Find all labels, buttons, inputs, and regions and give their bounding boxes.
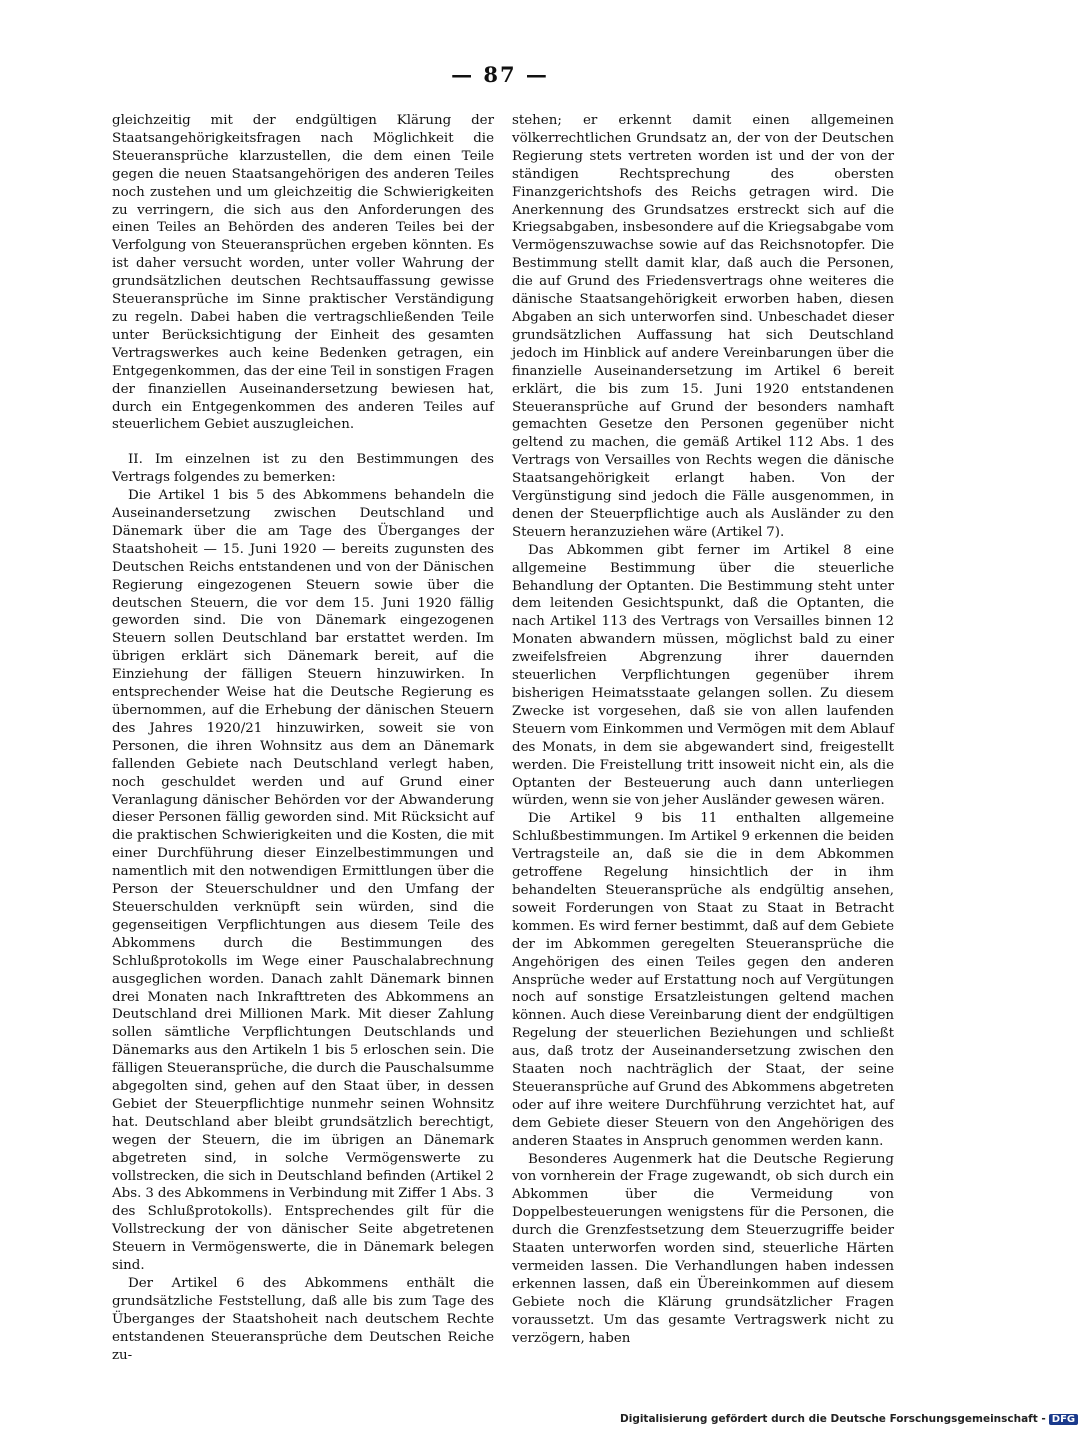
left-paragraph-section-heading: II. Im einzelnen ist zu den Bestimmungen des Vertrags folgendes zu bemerken:	[112, 452, 494, 486]
right-paragraph-article-8: Das Abkommen gibt ferner im Artikel 8 eine allgemeine Bestimmung über die steuerliche Behandlung der Optanten. Die Bestimmung steht unter dem leitenden Gesichtspunkt, daß die Optanten, die nach Artikel 113 des Vertrags von Versailles binnen 12 Monaten abwandern müssen, möglichst bald zu einer zweifelsfreien Abgrenzung ihrer dauernden steuerlichen Verpflichtungen gegenüber ihrem bisherigen Heimatsstaate gelangen sollen. Zu diesem Zwecke ist vorgesehen, daß sie von allen laufenden Steuern vom Einkommen und Vermögen mit dem Ablauf des Monats, in dem sie abgewandert sind, freigestellt werden. Die Freistellung tritt insoweit nicht ein, als die Optanten der Besteuerung auch dann unterliegen würden, wenn sie von jeher Ausländer gewesen wären.	[512, 542, 894, 809]
page-number: — 87 —	[451, 62, 549, 87]
footer-text: Digitalisierung gefördert durch die Deutsche Forschungsgemeinschaft -	[620, 1413, 1046, 1425]
dfg-logo: DFG	[1049, 1414, 1078, 1425]
left-column	[112, 112, 494, 1365]
left-paragraph-1: gleichzeitig mit der endgültigen Klärung der Staatsangehörigkeitsfragen nach Möglichkeit die Steueransprüche klarzustellen, die dem einen Teile gegen die neuen Staatsangehörigen des anderen Teiles noch zustehen und um gleichzeitig die Schwierigkeiten zu verringern, die sich aus den Anforderungen des einen Teiles an Behörden des anderen Teiles bei der Verfolgung von Steueransprüchen ergeben könnten. Es ist daher versucht worden, unter voller Wahrung der grundsätzlichen deutschen Rechtsauffassung gewisse Steueransprüche im Sinne praktischer Verständigung zu regeln. Dabei haben die vertragschließenden Teile unter Berücksichtigung der Einheit des gesamten Vertragswerkes auch keine Bedenken getragen, ein Entgegenkommen, das der eine Teil in sonstigen Fragen der finanziellen Auseinandersetzung bewiesen hat, durch ein Entgegenkommen des anderen Teiles auf steuerlichem Gebiet auszugleichen.	[112, 113, 494, 433]
digitization-footer	[620, 1413, 1078, 1429]
left-paragraph-articles-1-5: Die Artikel 1 bis 5 des Abkommens behandeln die Auseinandersetzung zwischen Deutschland und Dänemark über die am Tage des Überganges der Staatshoheit — 15. Juni 1920 — bereits zugunsten des Deutschen Reichs entstandenen und von der Dänischen Regierung eingezogenen Steuern sowie über die deutschen Steuern, die vor dem 15. Juni 1920 fällig geworden sind. Die von Dänemark eingezogenen Steuern sollen Deutschland bar erstattet werden. Im übrigen erklärt sich Dänemark bereit, auf die Einziehung der fälligen Steuern hinzuwirken. In entsprechender Weise hat die Deutsche Regierung es übernommen, auf die Erhebung der dänischen Steuern des Jahres 1920/21 hinzuwirken, soweit sie von Personen, die ihren Wohnsitz aus dem an Dänemark fallenden Gebiete nach Deutschland verlegt haben, noch geschuldet werden und auf Grund einer Veranlagung dänischer Behörden vor der Abwanderung dieser Personen fällig geworden sind. Mit Rücksicht auf die praktischen Schwierigkeiten und die Kosten, die mit einer Durchführung dieser Einzelbestimmungen und namentlich mit den notwendigen Ermittlungen über die Person der Steuerschuldner und den Umfang der Steuerschulden verknüpft sein würden, sind die gegenseitigen Verpflichtungen aus diesem Teile des Abkommens durch die Bestimmungen des Schlußprotokolls im Wege einer Pauschalabrechnung ausgeglichen worden. Danach zahlt Dänemark binnen drei Monaten nach Inkrafttreten des Abkommens an Deutschland drei Millionen Mark. Mit dieser Zahlung sollen sämtliche Verpflichtungen Deutschlands und Dänemarks aus den Artikeln 1 bis 5 erloschen sein. Die fälligen Steueransprüche, die durch die Pauschalsumme abgegolten sind, gehen auf den Staat über, in dessen Gebiet der Steuerpflichtige nunmehr seinen Wohnsitz hat. Deutschland aber bleibt grundsätzlich berechtigt, wegen der Steuern, die im übrigen an Dänemark abgetreten sind, in solche Vermögenswerte zu vollstrecken, die sich in Deutschland befinden (Artikel 2 Abs. 3 des Abkommens in Verbindung mit Ziffer 1 Abs. 3 des Schlußprotokolls). Entsprechendes gilt für die Vollstreckung der von dänischer Seite abgetretenen Steuern in Vermögenswerte, die in Dänemark belegen sind.	[112, 488, 494, 1274]
right-paragraph-continuation: stehen; er erkennt damit einen allgemeinen völkerrechtlichen Grundsatz an, der von der Deutschen Regierung stets vertreten worden ist und der von der ständigen Rechtsprechung des obersten Finanzgerichtshofs des Reichs getragen wird. Die Anerkennung des Grundsatzes erstreckt sich auf die Kriegsabgaben, insbesondere auf die Kriegsabgabe vom Vermögenszuwachse sowie auf das Reichsnotopfer. Die Bestimmung stellt damit klar, daß auch die Personen, die auf Grund des Friedensvertrags ohne weiteres die dänische Staatsangehörigkeit erworben haben, diesen Abgaben an sich unterworfen sind. Unbeschadet dieser grundsätzlichen Auffassung hat sich Deutschland jedoch im Hinblick auf andere Vereinbarungen über die finanzielle Auseinandersetzung im Artikel 6 bereit erklärt, die bis zum 15. Juni 1920 entstandenen Steueransprüche auf Grund der besonders namhaft gemachten Gesetze den Personen gegenüber nicht geltend zu machen, die gemäß Artikel 112 Abs. 1 des Vertrags von Versailles von Rechts wegen die dänische Staatsangehörigkeit erlangt haben. Von der Vergünstigung sind jedoch die Fälle ausgenommen, in denen der Steuerpflichtige auch als Ausländer zu den Steuern heranzuziehen wäre (Artikel 7).	[512, 113, 894, 540]
left-paragraph-article-6: Der Artikel 6 des Abkommens enthält die grundsätzliche Feststellung, daß alle bis zum Tage des Überganges der Staatshoheit nach deutschem Rechte entstandenen Steueransprüche dem Deutschen Reiche zu-	[112, 1276, 494, 1363]
right-paragraph-articles-9-11: Die Artikel 9 bis 11 enthalten allgemeine Schlußbestimmungen. Im Artikel 9 erkennen die beiden Vertragsteile an, daß sie die in dem Abkommen getroffene Regelung hinsichtlich der in ihm behandelten Steueransprüche als endgültig ansehen, soweit Forderungen von Staat zu Staat in Betracht kommen. Es wird ferner bestimmt, daß auf dem Gebiete der im Abkommen geregelten Steueransprüche die Angehörigen des einen Teiles gegen den anderen Ansprüche weder auf Erstattung noch auf Vergütungen noch auf sonstige Ersatzleistungen geltend machen können. Auch diese Vereinbarung dient der endgültigen Regelung der steuerlichen Beziehungen und schließt aus, daß trotz der Auseinandersetzung zwischen den Staaten noch nachträglich der Staat, der seine Steueransprüche auf Grund des Abkommens abgetreten oder auf ihre weitere Durchführung verzichtet hat, auf dem Gebiete dieser Steuern von den Angehörigen des anderen Staates in Anspruch genommen werden kann.	[512, 811, 894, 1149]
right-paragraph-double-taxation: Besonderes Augenmerk hat die Deutsche Regierung von vornherein der Frage zugewandt, ob sich durch ein Abkommen über die Vermeidung von Doppelbesteuerungen wenigstens für die Personen, die durch die Grenzfestsetzung dem Steuerzugriffe beider Staaten unterworfen worden sind, steuerliche Härten vermeiden lassen. Die Verhandlungen haben indessen erkennen lassen, daß ein Übereinkommen auf diesem Gebiete noch die Klärung grundsätzlicher Fragen voraussetzt. Um das gesamte Vertragswerk nicht zu verzögern, haben	[512, 1151, 894, 1346]
right-column	[512, 112, 894, 1348]
